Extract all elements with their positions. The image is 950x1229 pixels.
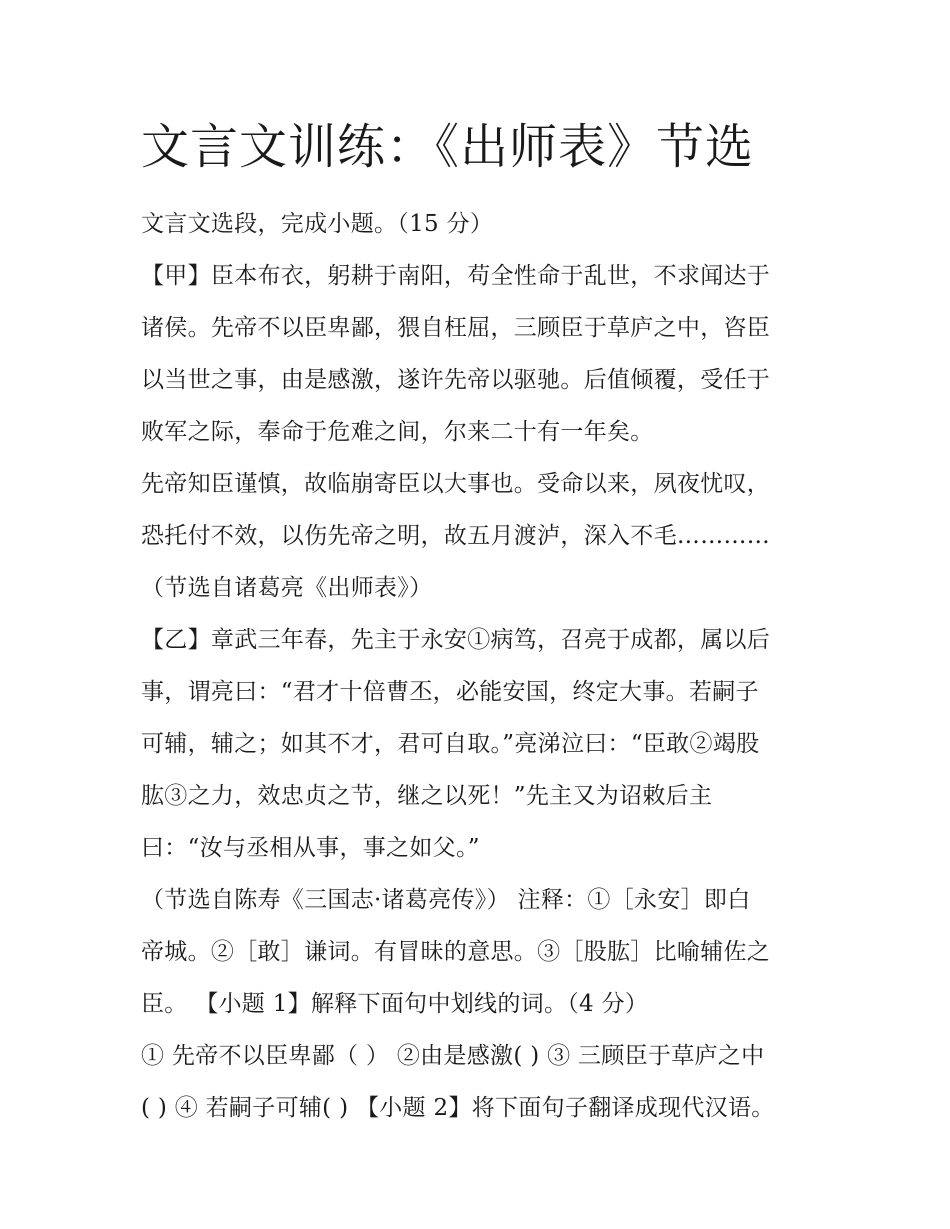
text-line: ( ) ④ 若嗣子可辅( ) 【小题 2】将下面句子翻译成现代汉语。: [141, 1095, 775, 1121]
text-line: 肱③之力，效忠贞之节，继之以死！”先主又为诏敕后主: [141, 783, 713, 809]
text-line: （节选自陈寿《三国志·诸葛亮传》） 注释：①［永安］即白: [141, 887, 751, 913]
text-line: （节选自诸葛亮《出师表》）: [141, 575, 433, 601]
text-line: 事，谓亮曰：“君才十倍曹丕，必能安国，终定大事。若嗣子: [141, 679, 759, 705]
text-line: 曰：“汝与丞相从事，事之如父。”: [141, 835, 480, 861]
text-line: 帝城。②［敢］谦词。有冒昧的意思。③［股肱］比喻辅佐之: [141, 939, 771, 965]
document-title: 文言文训练：《出师表》节选: [141, 119, 755, 175]
text-line: 臣。 【小题 1】解释下面句中划线的词。（4 分）: [141, 991, 649, 1017]
document-page: [141, 112, 813, 1134]
text-line: 以当世之事，由是感激，遂许先帝以驱驰。后值倾覆，受任于: [141, 367, 771, 393]
text-line: 【乙】章武三年春，先主于永安①病笃，召亮于成都，属以后: [141, 627, 771, 653]
text-line: 【甲】臣本布衣，躬耕于南阳，苟全性命于乱世，不求闻达于: [141, 263, 771, 289]
text-line: 文言文选段，完成小题。（15 分）: [141, 211, 494, 237]
text-line: 先帝知臣谨慎，故临崩寄臣以大事也。受命以来，夙夜忧叹，: [141, 471, 771, 497]
text-line: 诸侯。先帝不以臣卑鄙，猥自枉屈，三顾臣于草庐之中，咨臣: [141, 315, 771, 341]
text-line: 恐托付不效，以伤先帝之明，故五月渡泸，深入不毛…………: [141, 523, 771, 549]
text-line: 可辅，辅之；如其不才，君可自取。”亮涕泣曰：“臣敢②竭股: [141, 731, 760, 757]
text-line: ① 先帝不以臣卑鄙（ ） ②由是感激( ) ③ 三顾臣于草庐之中: [141, 1043, 765, 1069]
text-line: 败军之际，奉命于危难之间，尔来二十有一年矣。: [141, 419, 654, 445]
